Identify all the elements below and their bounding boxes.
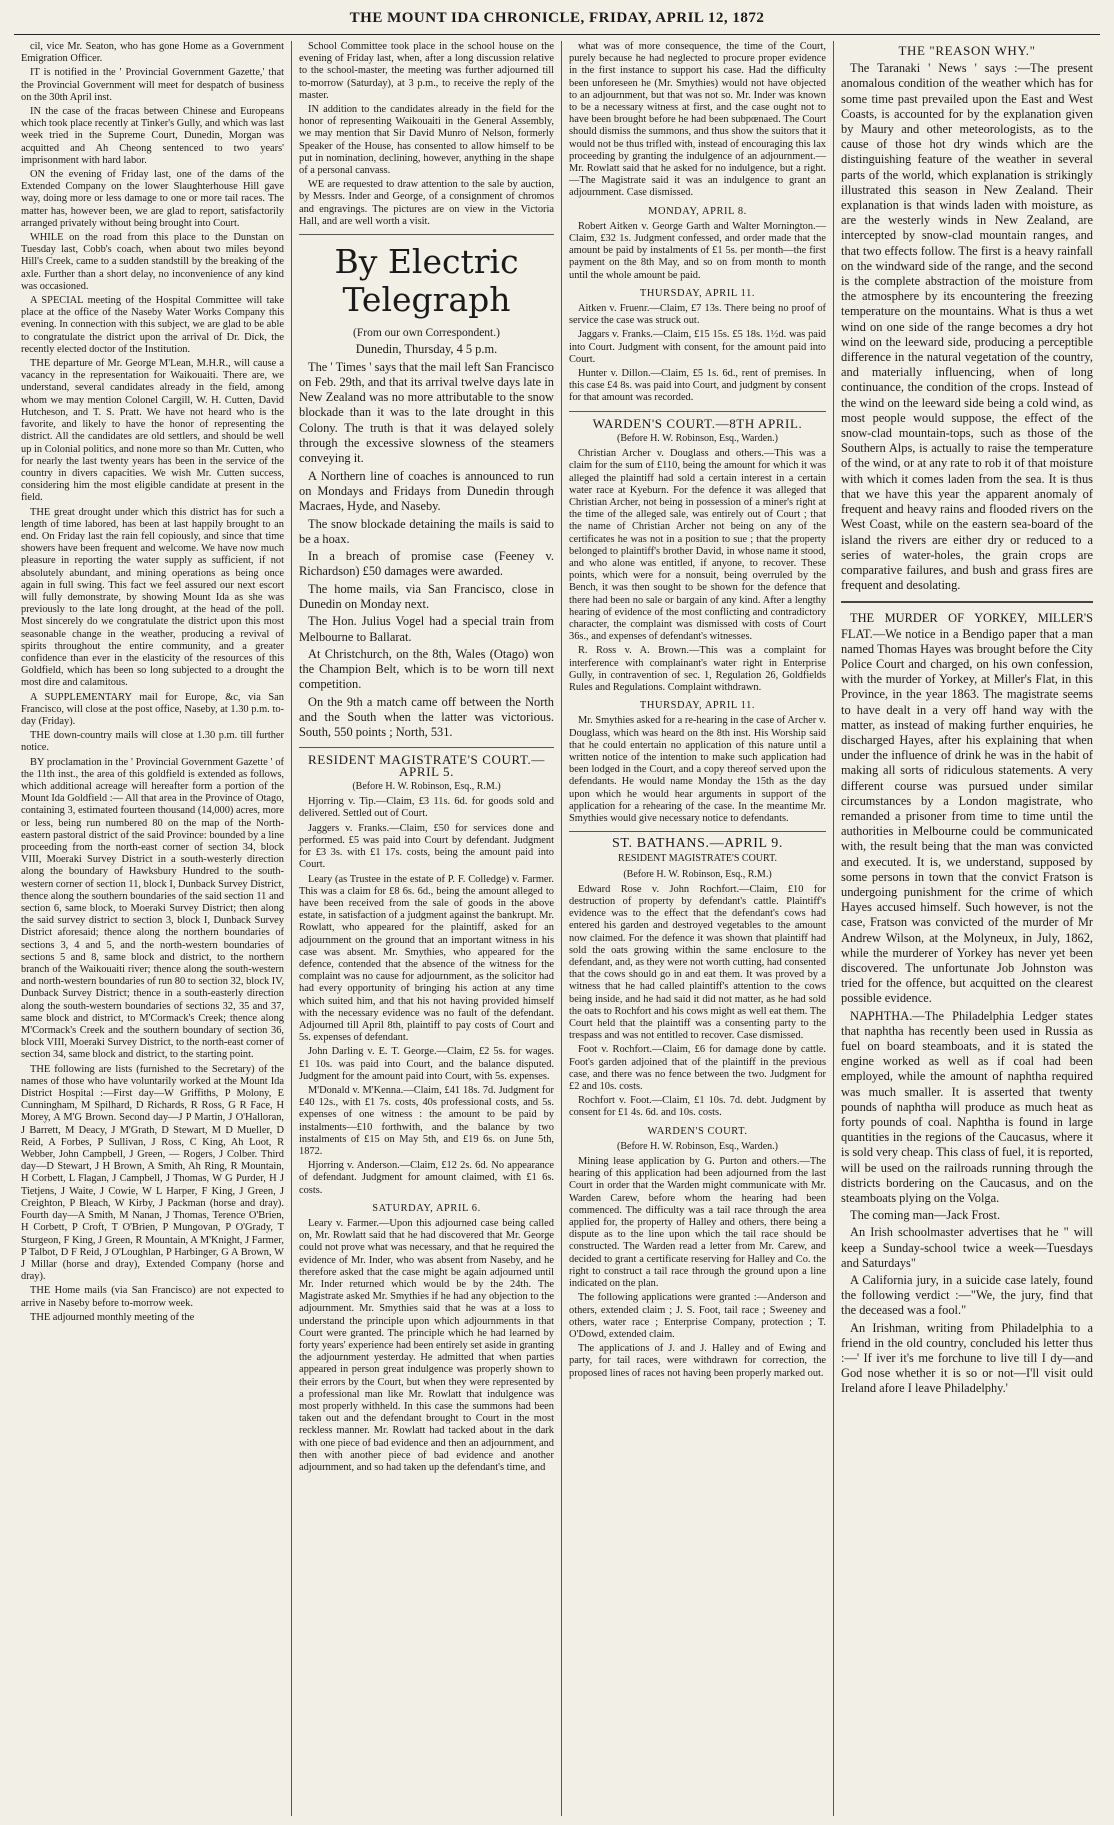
- paragraph: The Hon. Julius Vogel had a special train from Melbourne to Ballarat.: [299, 614, 554, 644]
- paragraph: Jaggers v. Franks.—Claim, £50 for services done and performed. £5 was paid into Court by defendant. Judgment for £3 3s. with £1 17s. costs, being the amount paid into Court.: [299, 822, 554, 871]
- st-bathans-title: ST. BATHANS.—APRIL 9.: [612, 836, 783, 852]
- paragraph: THE MURDER OF YORKEY, MILLER'S FLAT.—We notice in a Bendigo paper that a man named Thomas Hayes was brought before the City Police Court and charged, on his own confession, with the murder of Yorkey, at Miller's Flat, in this Province, in the year 1863. The magistrate seems to have dealt in a very off hand way with the matter, as instead of making further enquiries, he discharged Hayes, after his explaining that when under the influence of drink he was in the habit of making all sorts of ridiculous statements. A very different course was pursued under similar circumstances by a London magistrate, who remanded a prisoner from time to time until the authorities in Melbourne could be communicated with, the result being that the man was convicted and executed. It is, we understand, supposed by some persons in town that the convict Fratson is undergoing punishment for the crime of which Hayes accused himself. Such however, is not the case, Fratson was convicted of the murder of Mr Andrew Wilson, at the Molyneux, in July, 1862, while the murderer of Yorkey has never yet been discovered. The unfortunate Job Johnston was tried for the offence, but acquitted on the clearest possible evidence.: [841, 611, 1093, 1006]
- masthead: THE MOUNT IDA CHRONICLE, FRIDAY, APRIL 12, 1872: [14, 10, 1100, 35]
- paragraph: IT is notified in the ' Provincial Government Gazette,' that the Provincial Government will meet for despatch of business on the 30th April inst.: [21, 67, 284, 103]
- column-1: [14, 41, 292, 1816]
- column-1-paragraphs: [21, 41, 284, 1324]
- telegraph-subtitle: (From our own Correspondent.): [353, 327, 500, 340]
- paragraph: THE Home mails (via San Francisco) are not expected to arrive in Naseby before to-morrow week.: [21, 1285, 284, 1309]
- telegraph-title: By Electric Telegraph: [299, 234, 554, 319]
- paragraph: WHILE on the road from this place to the Dunstan on Tuesday last, Cobb's coach, when about two miles beyond Hill's Creek, came to a sudden standstill by the breaking of the axle. Further than a short delay, no inconvenience of any kind was occasioned.: [21, 232, 284, 292]
- divider: [569, 831, 826, 832]
- paragraph: The snow blockade detaining the mails is said to be a hoax.: [299, 516, 554, 546]
- paragraph: Mr. Smythies asked for a re-hearing in the case of Archer v. Douglass, which was heard on the 8th inst. His Worship said that he could entertain no application of this nature until a written notice of the intention to make such application had been lodged in the Court, and a copy thereof served upon the defendants. He would name Monday the 15th as the day upon which he would hear arguments in support of the application for a rehearing of the case. In the meantime Mr. Smythies would give necessary notice to defendants.: [569, 715, 826, 824]
- paragraph: IN addition to the candidates already in the field for the honor of representing Waikouaiti in the General Assembly, we may mention that Sir David Munro of Nelson, formerly Speaker of the House, has consented to allow himself to be put in nomination, declining, however, anything in the shape of a personal canvass.: [299, 104, 554, 177]
- divider: [569, 411, 826, 412]
- rm-court-cases: [299, 796, 554, 1197]
- paragraph: THE down-country mails will close at 1.30 p.m. till further notice.: [21, 730, 284, 754]
- monday-cases: [569, 221, 826, 282]
- paragraph: THE following are lists (furnished to the Secretary) of the names of those who have voluntarily worked at the Mount Ida District Hospital :—First day—W Griffiths, P Molony, E Cunningham, M Spilhard, D Richards, R Ross, G R Face, H Morey, A M'G Brown. Second day—J P Martin, J O'Halloran, J Barrett, M Deacy, J M'Grath, D Stewart, M D Mueller, D Reid, A Forbes, P Sullivan, J Ross, C King, Ah Loot, R Webber, John Campbell, J Green, — Rogers, J Colber. Third day—D Stewart, J H Brown, A Smith, Ah Ring, R Mountain, H Corbett, L Flagan, J Campbell, J Thomas, W G Purder, H J Tietjens, J Waite, J Cowie, W L Harper, F King, J Green, J Creighton, P Bleach, W Kirby, J Packman (horse and dray). Fourth day—A Smith, M Nanan, J Thomas, Terence O'Brien, H Corbett, P Croft, T O'Brien, P Mungovan, P O'Grady, T Sturgeon, F King, J Green, R Mountain, A M'Knight, J Farmer, P Talbot, D F Reid, J O'Loughlan, P Harbinger, G A Brown, W J Millar (horse and dray), Extended Company (horse and dray).: [21, 1063, 284, 1283]
- thursday-2-cases: [569, 715, 826, 825]
- column-3-intro: [569, 41, 826, 200]
- paragraph: An Irishman, writing from Philadelphia to a friend in the old country, concluded his letter thus :—' If iver it's me forchune to live till I dy—and God nose whether it is so or not—I'll visit ould Ireland afore I leave Philadelphy.': [841, 1320, 1093, 1396]
- paragraph: Christian Archer v. Douglass and others.—This was a claim for the sum of £110, being the amount for which it was alleged the plaintiff had sold a certain interest in a certain water race at Kyeburn. For the defence it was alleged that Christian Archer, not being in possession of a miner's right at the time of the alleged sale, was entirely out of Court ; that the name of Christian Archer not being on any of the certificates he was not in a position to sue ; that the property belonged to plaintiff's brother David, in whose name it stood, and who alone was entitled, if anyone, to recover. These points, which were for a nonsuit, being overruled by the Bench, it was then sought to be shown for the defence that there had been no sale or bargain of any kind. After a lengthy hearing of evidence of the most conflicting and contradictory character, the complaint was dismissed with costs of Court 36s., and expenses of defendant's witnesses.: [569, 448, 826, 643]
- paragraph: The coming man—Jack Frost.: [850, 1208, 1001, 1223]
- column-2-intro: [299, 41, 554, 228]
- warden-court-2-title: WARDEN'S COURT.: [647, 1125, 748, 1137]
- reason-why-article: [841, 61, 1093, 593]
- paragraph: Dunedin, Thursday, 4 5 p.m.: [355, 342, 498, 357]
- paragraph: R. Ross v. A. Brown.—This was a complaint for interference with complainant's water right in Enterprise Gully, in contravention of sec. 1, Regulation 26, Goldfields Rules and Regulations. Complaint withdrawn.: [569, 645, 826, 693]
- paragraph: The applications of J. and J. Halley and of Ewing and party, for tail races, were withdrawn for correction, the proposed lines of races not having been properly marked out.: [569, 1343, 826, 1379]
- column-2: [292, 41, 562, 1816]
- paragraph: Mining lease application by G. Purton and others.—The hearing of this application had been adjourned from the last Court in order that the Warden might communicate with Mr. Warden Carew, before whom the hearing had been commenced. The difficulty was a tail race through the area applied for, the property of Halley and others, there being a dispute as to the line upon which the tail race should be constructed. The Warden read a letter from Mr. Carew, and decided to grant a certificate reserving for Halley and Co. the right to construct a tail race through the ground upon a line indicated on the plan.: [569, 1156, 826, 1290]
- saturday-cases: [299, 1218, 554, 1474]
- paragraph: An Irish schoolmaster advertises that he " will keep a Sunday-school twice a week—Tuesdays and Saturdays": [841, 1225, 1093, 1270]
- paragraph: Aitken v. Fruenr.—Claim, £7 13s. There being no proof of service the case was struck out.: [569, 303, 826, 327]
- paragraph: Hunter v. Dillon.—Claim, £5 1s. 6d., rent of premises. In this case £4 8s. was paid into Court, and judgment by consent for that amount was recorded.: [569, 368, 826, 404]
- paragraph: Edward Rose v. John Rochfort.—Claim, £10 for destruction of property by defendant's cattle. Plaintiff's evidence was to the effect that the defendant's cows had entered his garden and destroyed vegetables to the amount now claimed. For the defence it was shown that plaintiff had sold the oats growing within the same enclosure to the defendant, and, as they were not worth cutting, had consented that the cows should go in and eat them. It was proved by a witness that he had called plaintiff's attention to the cows being inside, and he had said it did not matter, as he had sold the oats to Rochfort and his cows might as well eat them. The Court held that the plaintiff was a consenting party to the trespass and was not entitled to recover. Case dismissed.: [569, 883, 826, 1042]
- rm-court-subtitle: (Before H. W. Robinson, Esq., R.M.): [352, 781, 501, 793]
- paragraph: what was of more consequence, the time of the Court, purely because he had neglected to procure proper evidence in the first instance to support his case. Had the difficulty been unforeseen he (Mr. Smythies) would not have objected to an adjournment, but that was not so. Mr. Inder was known to be a necessary witness at first, and the case ought not to have been brought before he had been subpœnaed. The Court should dismiss the summons, and thus show the suitors that it would not be thus trifled with, instead of encouraging this lax proceeding by granting the indulgence of an adjournment.—Mr. Rowlatt said that he asked for no indulgence, but a right.—The Magistrate said it was an indulgence to grant an adjournment. Case dismissed.: [569, 41, 826, 199]
- thursday-dateline: THURSDAY, APRIL 11.: [639, 287, 756, 299]
- paragraph: The home mails, via San Francisco, close in Dunedin on Monday next.: [299, 581, 554, 611]
- st-bathans-subtitle: (Before H. W. Robinson, Esq., R.M.): [623, 868, 772, 880]
- warden-court-2-subtitle: (Before H. W. Robinson, Esq., Warden.): [617, 1140, 778, 1152]
- paragraph: In a breach of promise case (Feeney v. Richardson) £50 damages were awarded.: [299, 549, 554, 579]
- warden-court-title: WARDEN'S COURT.—8TH APRIL.: [592, 415, 803, 431]
- columns: [14, 41, 1100, 1816]
- paragraph: IN the case of the fracas between Chinese and Europeans which took place recently at Tinker's Gully, and which was last week tried in the Supreme Court, Dunedin, Morgan was acquitted and Ah Cheong sentenced to two years' imprisonment with hard labor.: [21, 106, 284, 166]
- paragraph: THE great drought under which this district has for such a length of time labored, has been at last happily brought to an end. On Friday last the rain fell copiously, and since that time showers have been frequent and welcome. We have now much pleasure in reporting the water supply as sufficient, if not absolutely abundant, and mining operations as being once again in full swing. This fact we feel assured our next escort will fully demonstrate, by showing Mount Ida as she was previously to the late long drought, at the head of the poll. Most sincerely do we congratulate the district upon this most seasonable change in the weather, producing a revival of spirits throughout the entire community, and a greater confidence than ever in the elasticity of the resources of this Goldfield, which has been so long subjected to a drought the most dire and calamitous.: [21, 506, 284, 689]
- warden-court-cases: [569, 448, 826, 694]
- paragraph: NAPHTHA.—The Philadelphia Ledger states that naphtha has recently been used in Russia as fuel on board steamboats, and it is stated the engine worked as well as if coal had been employed, while the amount of naphtha required was much smaller. It is asserted that twenty pounds of naphtha will produce as much heat as forty pounds of coal. Naphtha is found in large quantities in the regions of the Caucasus, where it is sold very cheap. This class of fuel, it is reported, will be used on the railroads running through the districts bordering on the Caucasus, and on the steamboats plying on the Volga.: [841, 1008, 1093, 1206]
- warden-court-subtitle: (Before H. W. Robinson, Esq., Warden.): [617, 432, 778, 444]
- thursday-2-dateline: THURSDAY, APRIL 11.: [639, 700, 756, 712]
- column-4: [834, 41, 1100, 1816]
- paragraph: Robert Aitken v. George Garth and Walter Mornington.—Claim, £32 1s. Judgment confessed, and order made that the amount be paid by instalments of £1 5s. per month—the first payment on the 8th May, and so on from month to month until the whole amount be paid.: [569, 220, 826, 281]
- paragraph: Leary (as Trustee in the estate of P. F. Colledge) v. Farmer. This was a claim for £8 6s. 6d., being the amount alleged to have been received from the sale of goods in the above estate, in satisfaction of a judgment against the bankrupt. Mr. Rowlatt, who appeared for the plaintiff, asked for an adjournment on the ground that an important witness in his case was absent. Mr. Smythies, who appeared for the defence, contended that the absence of the witness for the complaint was no cause for adjournment, as the solicitor had had every opportunity of bringing his action at any time which suited him, and that his not having provided himself with the necessary evidence was no fault of the defendant. Adjourned till April 8th, plaintiff to pay costs of Court and 5s. expenses of defendant.: [299, 873, 554, 1044]
- paragraph: On the 9th a match came off between the North and the South when the latter was victorious. South, 550 points ; North, 531.: [299, 694, 554, 740]
- paragraph: Hjorring v. Tip.—Claim, £3 11s. 6d. for goods sold and delivered. Settled out of Court.: [299, 796, 554, 820]
- paragraph: At Christchurch, on the 8th, Wales (Otago) won the Champion Belt, which is to be worn till next competition.: [299, 646, 554, 692]
- paragraph: ON the evening of Friday last, one of the dams of the Extended Company on the lower Slaughterhouse Hill gave way, doing more or less damage to one or more tail races. The matter has, however been, we are glad to report, satisfactorily arranged privately without being brought into Court.: [21, 169, 284, 229]
- paragraph: BY proclamation in the ' Provincial Government Gazette ' of the 11th inst., the area of this goldfield is extended as follows, which additional acreage will hereafter form a portion of the Mount Ida Goldfield :— All that area in the Province of Otago, containing 3, estimated fourteen thousand (14,000) acres, more or less, being run numbered 80 on the map of the North-eastern pastoral district of the said Province: bounded by a line proceeding from the north-east corner of section 34, block VIII, Moeraki Survey District in a south-westerly direction along the boundary of Hawksbury Hundred to the south-western corner of section 11, block I, Dunback Survey District, thence along the southern boundaries of the said section 11 and section 6, same block, to Moeraki Survey District; then along the said survey district to section 3, block I, Dunback Survey District aforesaid; thence along the northern boundaries of sections 3, 4 and 5, and the north-western boundaries of sections 5 and 8, same block and district, to the northern branch of the Waikouaiti river; thence along the south-western and north-western boundaries of run 80 to section 32, block IV, Dunback Survey District; thence in a south-easterly direction along the south-western boundaries of sections 32, 35 and 37, same block and district, to M'Cormack's Creek; thence along M'Cormack's Creek and the southern boundary of section 36, block VIII, Moeraki Survey District, to the north-east corner of section 34, same block and district, to the starting point.: [21, 756, 284, 1061]
- telegraph-news: [299, 342, 554, 740]
- paragraph: THE departure of Mr. George M'Lean, M.H.R., will cause a vacancy in the representation for Waikouaiti. There are, we understand, several candidates already in the field, among whom we may mention Colonel Cargill, W. H. Cutten, David Hutcheson, and T. S. Pratt. We have not heard who is the favorite, and likely to have the honor of representing the district. All the candidates are old settlers, and should be well up in Colonial politics, and none more so than Mr. Cutten, who for nearly the last twenty years has been in the service of the country in divers capacities. We wish Mr. Cutten success, considering him the most eligible candidate at present in the field.: [21, 358, 284, 504]
- paragraph: Foot v. Rochfort.—Claim, £6 for damage done by cattle. Foot's garden adjoined that of the plaintiff in the previous case, and there was no fence between the two. Judgment for £2 and 10s. costs.: [569, 1044, 826, 1093]
- paragraph: School Committee took place in the school house on the evening of Friday last, when, after a long discussion relative to the school-master, the meeting was further adjourned till to-morrow (Saturday), at 3 p.m., to receive the reply of the master.: [299, 41, 554, 101]
- paragraph: cil, vice Mr. Seaton, who has gone Home as a Government Emigration Officer.: [21, 41, 284, 65]
- paragraph: Rochfort v. Foot.—Claim, £1 10s. 7d. debt. Judgment by consent for £1 4s. 6d. and 10s. costs.: [569, 1095, 826, 1119]
- paragraph: A SUPPLEMENTARY mail for Europe, &c, via San Francisco, will close at the post office, Naseby, at 1.30 p.m. to-day (Friday).: [21, 691, 284, 727]
- thursday-cases: [569, 303, 826, 405]
- saturday-dateline: SATURDAY, APRIL 6.: [372, 1202, 481, 1214]
- paragraph: M'Donald v. M'Kenna.—Claim, £41 18s. 7d. Judgment for £40 12s., with £1 7s. costs, 40s professional costs, and 5s. expenses of one witness : the amount to be paid by instalments—£10 forthwith, and the balance by two instalments of £15 on May 5th, and £19 6s. on June 5th, 1872.: [299, 1084, 554, 1157]
- divider: [299, 747, 554, 748]
- paragraph: The following applications were granted :—Anderson and others, extended claim ; J. S. Foot, tail race ; Sweeney and others, water race ; Enterprise Company, protection ; T. O'Dowd, extended claim.: [569, 1292, 826, 1340]
- paragraph: John Darling v. E. T. George.—Claim, £2 5s. for wages. £1 10s. was paid into Court, and the balance disputed. Judgment for the amount paid into Court, with 5s. expenses.: [299, 1046, 554, 1082]
- paragraph: A California jury, in a suicide case lately, found the following verdict :—"We, the jury, find that the deceased was a fool.": [841, 1273, 1093, 1318]
- monday-dateline: MONDAY, APRIL 8.: [648, 205, 747, 217]
- reason-why-title: THE "REASON WHY.": [898, 43, 1036, 58]
- paragraph: A Northern line of coaches is announced to run on Mondays and Fridays from Dunedin through Macraes, Hyde, and Naseby.: [299, 468, 554, 514]
- rm-court-title: RESIDENT MAGISTRATE'S COURT.—APRIL 5.: [308, 751, 545, 779]
- warden-court-2-cases: [569, 1156, 826, 1380]
- st-bathans-cases: [569, 884, 826, 1120]
- paragraph: A SPECIAL meeting of the Hospital Committee will take place at the office of the Naseby Water Works Company this evening. In connection with this subject, we are glad to be able to congratulate the district upon the arrival of Dr. Dick, the recently elected doctor of the Institution.: [21, 295, 284, 355]
- paragraph: Hjorring v. Anderson.—Claim, £12 2s. 6d. No appearance of defendant. Judgment for amount claimed, with £1 6s. costs.: [299, 1160, 554, 1196]
- column-4-items: [841, 611, 1093, 1396]
- paragraph: The Taranaki ' News ' says :—The present anomalous condition of the weather which has for some time past prevailed upon the East and West Coasts, is accounted for by the explanation given by Maury and other meteorologists, as to the cause of those hot dry winds which are the distinguishing feature of the weather in several parts of the world, which explanation is strikingly illustrated this season in New Zealand. Their explanation is that winds laden with moisture, as are the westerly winds in New Zealand, are intercepted by snow-clad mountain ranges, and that two effects follow. The first is a heavy rainfall on the windward side of the range, and the second is the complete abstraction of the moisture from the atmosphere by its encountering the freezing temperature on the mountains. What is thus a wet wind on one side of the range becomes a dry hot wind on the leeward side, producing a perceptible difference in the natural vegetation of the country, and materially influencing, when of long continuance, the condition of the crops. Instead of the wind on the leeward side being a cold wind, as most people would suppose, the effect of the snow-clad mountain-tops, such as those of the Southern Alps, is actually to raise the temperature of the wind, or at any rate to rob it of that moisture with which it comes laden from the sea. It is thus that we have this year the apparent anomaly of frequent and heavy rains and flooded rivers on the West Coast, while on the eastern sea-board of the island the rivers are either dry or reduced to a series of water-holes, the grain crops are comparative failures, and bush and grass fires are frequent and desolating.: [841, 61, 1093, 593]
- column-3: [562, 41, 834, 1816]
- paragraph: WE are requested to draw attention to the sale by auction, by Messrs. Inder and George, of a consignment of chromos and engravings. The pictures are on view in the Victoria Hall, and are well worth a visit.: [299, 179, 554, 227]
- paragraph: Jaggars v. Franks.—Claim, £15 15s. £5 18s. 1½d. was paid into Court. Judgment with consent, for the amount paid into Court.: [569, 329, 826, 365]
- st-bathans-court: RESIDENT MAGISTRATE'S COURT.: [618, 853, 777, 865]
- paragraph: Leary v. Farmer.—Upon this adjourned case being called on, Mr. Rowlatt said that he had discovered that Mr. George could not prove what was necessary, and that he required the evidence of Mr. Inder, who was absent from Naseby, and he therefore asked that the case might be again adjourned until Mr. Inder returned which would be by the 24th. The Magistrate asked Mr. Smythies if he had any objection to the adjournment. Mr. Smythies said that he was at a loss to understand the principle upon which adjournments in that Court were granted. The principle which he had learned by forty years' experience had been entirely set aside in granting the adjournment yesterday. He admitted that when parties appeared in person great indulgence was properly shown to their errors by the Court, but when they were represented by a professional man like Mr. Rowlatt that indulgence was most properly withheld. In this case the summons had been taken out and the defendant brought to Court in the most reckless manner. Mr. Rowlatt had tacked about in the dark with one piece of bad evidence and then an adjournment, and then with another piece of bad evidence and another adjournment, and so had taken up the defendant's time, and: [299, 1217, 554, 1474]
- paragraph: The ' Times ' says that the mail left San Francisco on Feb. 29th, and that its arrival twelve days late in New Zealand was no more attributable to the snow blockade than it was to the late drought in this Colony. The truth is that it was delayed solely through the excessive slowness of the steamers conveying it.: [299, 359, 554, 466]
- divider: [841, 601, 1093, 603]
- paragraph: THE adjourned monthly meeting of the: [30, 1311, 195, 1323]
